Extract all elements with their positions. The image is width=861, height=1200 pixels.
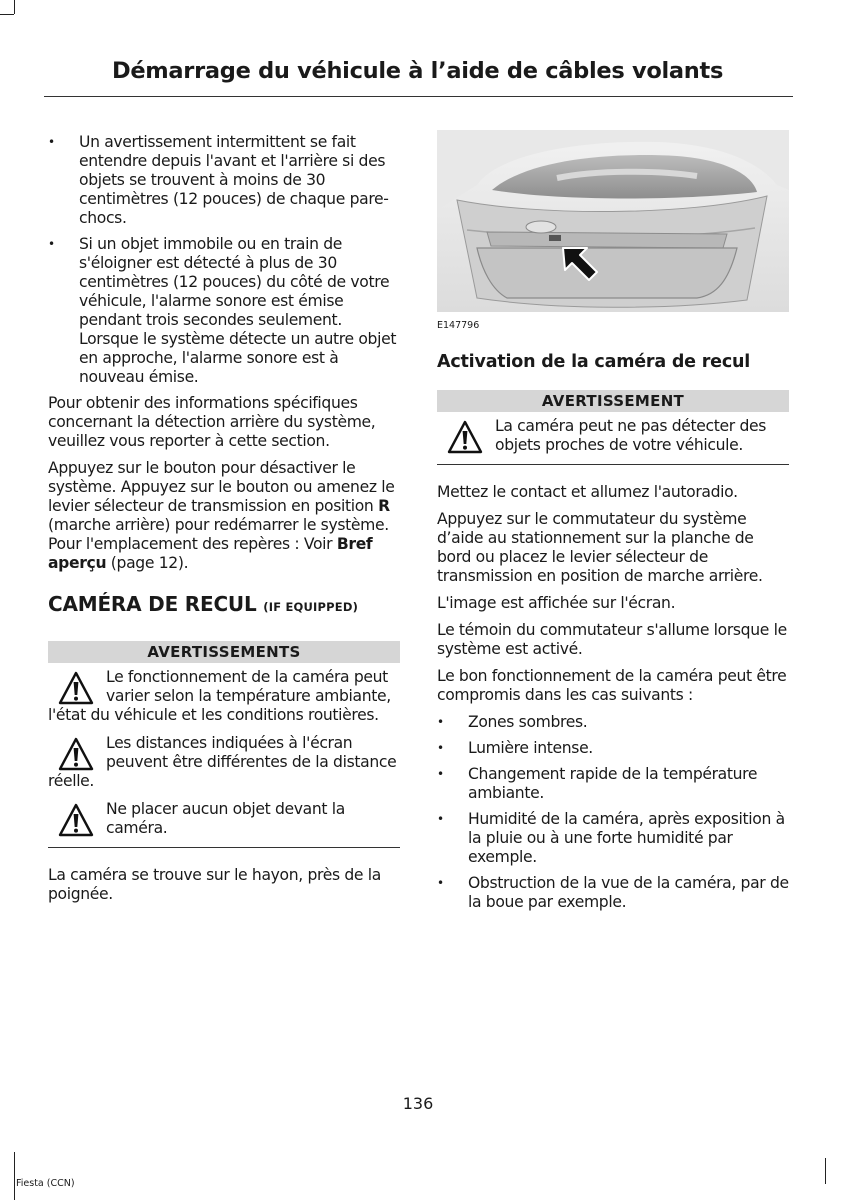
warning-rule	[437, 464, 789, 465]
footer-model: Fiesta (CCN)	[16, 1178, 75, 1189]
paragraph	[48, 459, 400, 573]
warning-rule	[48, 847, 400, 848]
text-run: (marche arrière) pour redémarrer le système. Pour l'emplacement des repères : Voir	[48, 516, 389, 553]
text-run: Appuyez sur le bouton pour désactiver le système. Appuyez sur le bouton ou amenez le levier sélecteur de transmission en position	[48, 459, 395, 515]
list-item: • Un avertissement intermittent se fait entendre depuis l'avant et l'arrière si des objets se trouvent à moins de 30 centimètres (12 pouces) de chaque pare-chocs.	[48, 133, 400, 228]
list-item: • Lumière intense.	[437, 739, 789, 758]
tailgate-camera-figure	[437, 130, 789, 312]
warning-triangle-icon	[58, 670, 94, 706]
cross-reference-link[interactable]: Bref aperçu	[48, 535, 373, 572]
paragraph: Le témoin du commutateur s'allume lorsque le système est activé.	[437, 621, 787, 658]
paragraph: L'image est affichée sur l'écran.	[437, 594, 676, 612]
warning-heading: AVERTISSEMENT	[437, 390, 789, 412]
paragraph: Appuyez sur le commutateur du système d’aide au stationnement sur la planche de bord ou placez le levier sélecteur de transmission en position de marche arrière.	[437, 510, 763, 585]
section-title: CAMÉRA DE RECUL	[48, 592, 257, 616]
warning-text: Les distances indiquées à l'écran peuvent être différentes de la distance réelle.	[48, 734, 397, 790]
figure-code: E147796	[437, 320, 480, 331]
tailgate-illustration	[437, 130, 789, 312]
crop-mark	[825, 1158, 826, 1184]
warning-text: La caméra peut ne pas détecter des objets proches de votre véhicule.	[495, 417, 767, 454]
warning-triangle-icon	[58, 736, 94, 772]
paragraph: Pour obtenir des informations spécifiques concernant la détection arrière du système, veuillez vous reporter à cette section.	[48, 394, 376, 450]
crop-mark	[14, 1152, 15, 1200]
crop-mark	[0, 14, 14, 15]
warning-text: Le fonctionnement de la caméra peut varier selon la température ambiante, l'état du véhicule et les conditions routières.	[48, 668, 391, 724]
list-item: • Zones sombres.	[437, 713, 789, 732]
list-item: • Si un objet immobile ou en train de s'éloigner est détecté à plus de 30 centimètres (12 pouces) du côté de votre véhicule, l'alarme sonore est émise pendant trois secondes seulement. Lorsque le système détecte un autre objet en approche, l'alarme sonore est à nouveau émise.	[48, 235, 400, 387]
paragraph: Mettez le contact et allumez l'autoradio.	[437, 483, 738, 501]
list-item: • Humidité de la caméra, après exposition à la pluie ou à une forte humidité par exemple.	[437, 810, 789, 867]
warning-triangle-icon	[447, 419, 483, 455]
subheading: Activation de la caméra de recul	[437, 352, 751, 372]
warning-text: Ne placer aucun objet devant la caméra.	[106, 800, 345, 837]
paragraph: La caméra se trouve sur le hayon, près de la poignée.	[48, 866, 381, 903]
warning-item	[48, 734, 400, 791]
warning-item	[48, 800, 400, 838]
section-heading	[48, 592, 400, 617]
right-column	[437, 130, 789, 919]
page-number: 136	[402, 1094, 434, 1113]
list-item: • Obstruction de la vue de la caméra, par de la boue par exemple.	[437, 874, 789, 912]
title-rule	[44, 96, 793, 97]
camera-lens	[549, 235, 561, 241]
left-column	[48, 133, 400, 912]
text-run: (page 12).	[106, 554, 189, 572]
page-title: Démarrage du véhicule à l’aide de câbles volants	[111, 58, 724, 84]
warning-triangle-icon	[58, 802, 94, 838]
section-note: (IF EQUIPPED)	[263, 600, 359, 614]
gear-position-r: R	[378, 497, 390, 515]
warning-item	[437, 417, 789, 455]
crop-mark	[14, 0, 15, 14]
warnings-heading: AVERTISSEMENTS	[48, 641, 400, 663]
list-item: • Changement rapide de la température ambiante.	[437, 765, 789, 803]
warning-item	[48, 668, 400, 725]
paragraph: Le bon fonctionnement de la caméra peut être compromis dans les cas suivants :	[437, 667, 787, 704]
